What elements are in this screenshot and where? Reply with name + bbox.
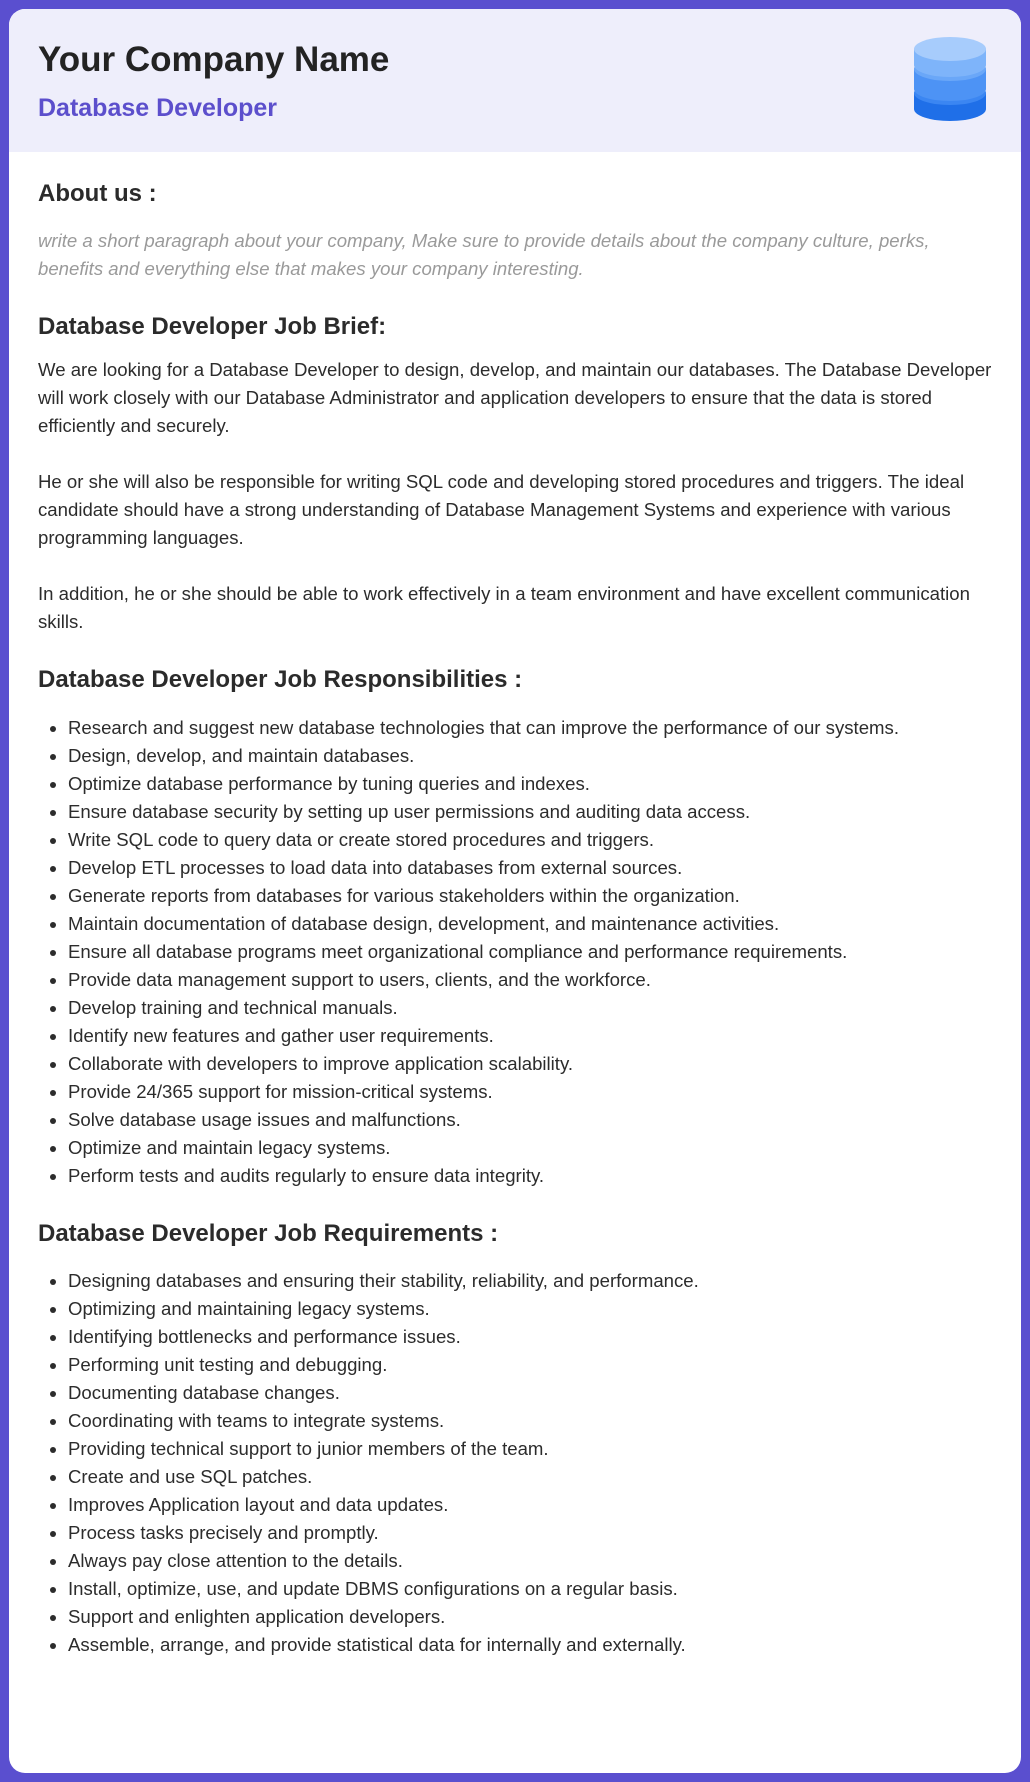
list-item: • Optimizing and maintaining legacy systems. [68,1295,992,1323]
job-title: Database Developer [38,94,278,122]
list-item: • Documenting database changes. [68,1379,992,1407]
content [9,152,1021,1659]
list-item: • Collaborate with developers to improve application scalability. [68,1050,992,1078]
list-item: • Write SQL code to query data or create stored procedures and triggers. [68,826,992,854]
brief-paragraph: We are looking for a Database Developer to design, develop, and maintain our databases. The Database Developer will work closely with our Database Administrator and application developers to ensure that the data is stored efficiently and securely. [38,359,992,437]
list-item: • Coordinating with teams to integrate systems. [68,1407,992,1435]
list-item: • Develop training and technical manuals. [68,994,992,1022]
list-item: • Optimize and maintain legacy systems. [68,1134,992,1162]
list-item: • Provide data management support to users, clients, and the workforce. [68,966,992,994]
about-heading: About us : [38,180,157,207]
requirements-heading: Database Developer Job Requirements : [38,1219,499,1247]
requirements-list [38,1267,992,1659]
company-name: Your Company Name [38,40,390,79]
list-item: • Optimize database performance by tuning queries and indexes. [68,770,992,798]
list-item: • Provide 24/365 support for mission-critical systems. [68,1078,992,1106]
list-item: • Support and enlighten application developers. [68,1603,992,1631]
brief-paragraph: In addition, he or she should be able to work effectively in a team environment and have excellent communication skills. [38,583,970,633]
about-text: write a short paragraph about your company, Make sure to provide details about the company culture, perks, benefits and everything else that makes your company interesting. [38,230,930,280]
brief-paragraph: He or she will also be responsible for writing SQL code and developing stored procedures and triggers. The ideal candidate should have a strong understanding of Database Management Systems and experience with various programming languages. [38,471,965,549]
list-item: • Identifying bottlenecks and performance issues. [68,1323,992,1351]
responsibilities-heading: Database Developer Job Responsibilities : [38,666,523,694]
list-item: • Process tasks precisely and promptly. [68,1519,992,1547]
brief-heading: Database Developer Job Brief: [38,313,387,341]
list-item: • Always pay close attention to the details. [68,1547,992,1575]
list-item: • Perform tests and audits regularly to ensure data integrity. [68,1162,992,1190]
list-item: • Design, develop, and maintain databases. [68,742,992,770]
list-item: • Performing unit testing and debugging. [68,1351,992,1379]
list-item: • Improves Application layout and data updates. [68,1491,992,1519]
list-item: • Develop ETL processes to load data into databases from external sources. [68,854,992,882]
list-item: • Identify new features and gather user requirements. [68,1022,992,1050]
list-item: • Generate reports from databases for various stakeholders within the organization. [68,882,992,910]
list-item: • Designing databases and ensuring their stability, reliability, and performance. [68,1267,992,1295]
list-item: • Ensure all database programs meet organizational compliance and performance requirements. [68,938,992,966]
list-item: • Assemble, arrange, and provide statistical data for internally and externally. [68,1631,992,1659]
list-item: • Maintain documentation of database design, development, and maintenance activities. [68,910,992,938]
job-description-card [9,9,1021,1773]
list-item: • Solve database usage issues and malfunctions. [68,1106,992,1134]
responsibilities-list [38,714,992,1190]
database-stack-icon [914,37,986,121]
list-item: • Research and suggest new database technologies that can improve the performance of our systems. [68,714,992,742]
list-item: • Ensure database security by setting up user permissions and auditing data access. [68,798,992,826]
header [9,9,1021,152]
list-item: • Create and use SQL patches. [68,1463,992,1491]
list-item: • Providing technical support to junior members of the team. [68,1435,992,1463]
list-item: • Install, optimize, use, and update DBMS configurations on a regular basis. [68,1575,992,1603]
